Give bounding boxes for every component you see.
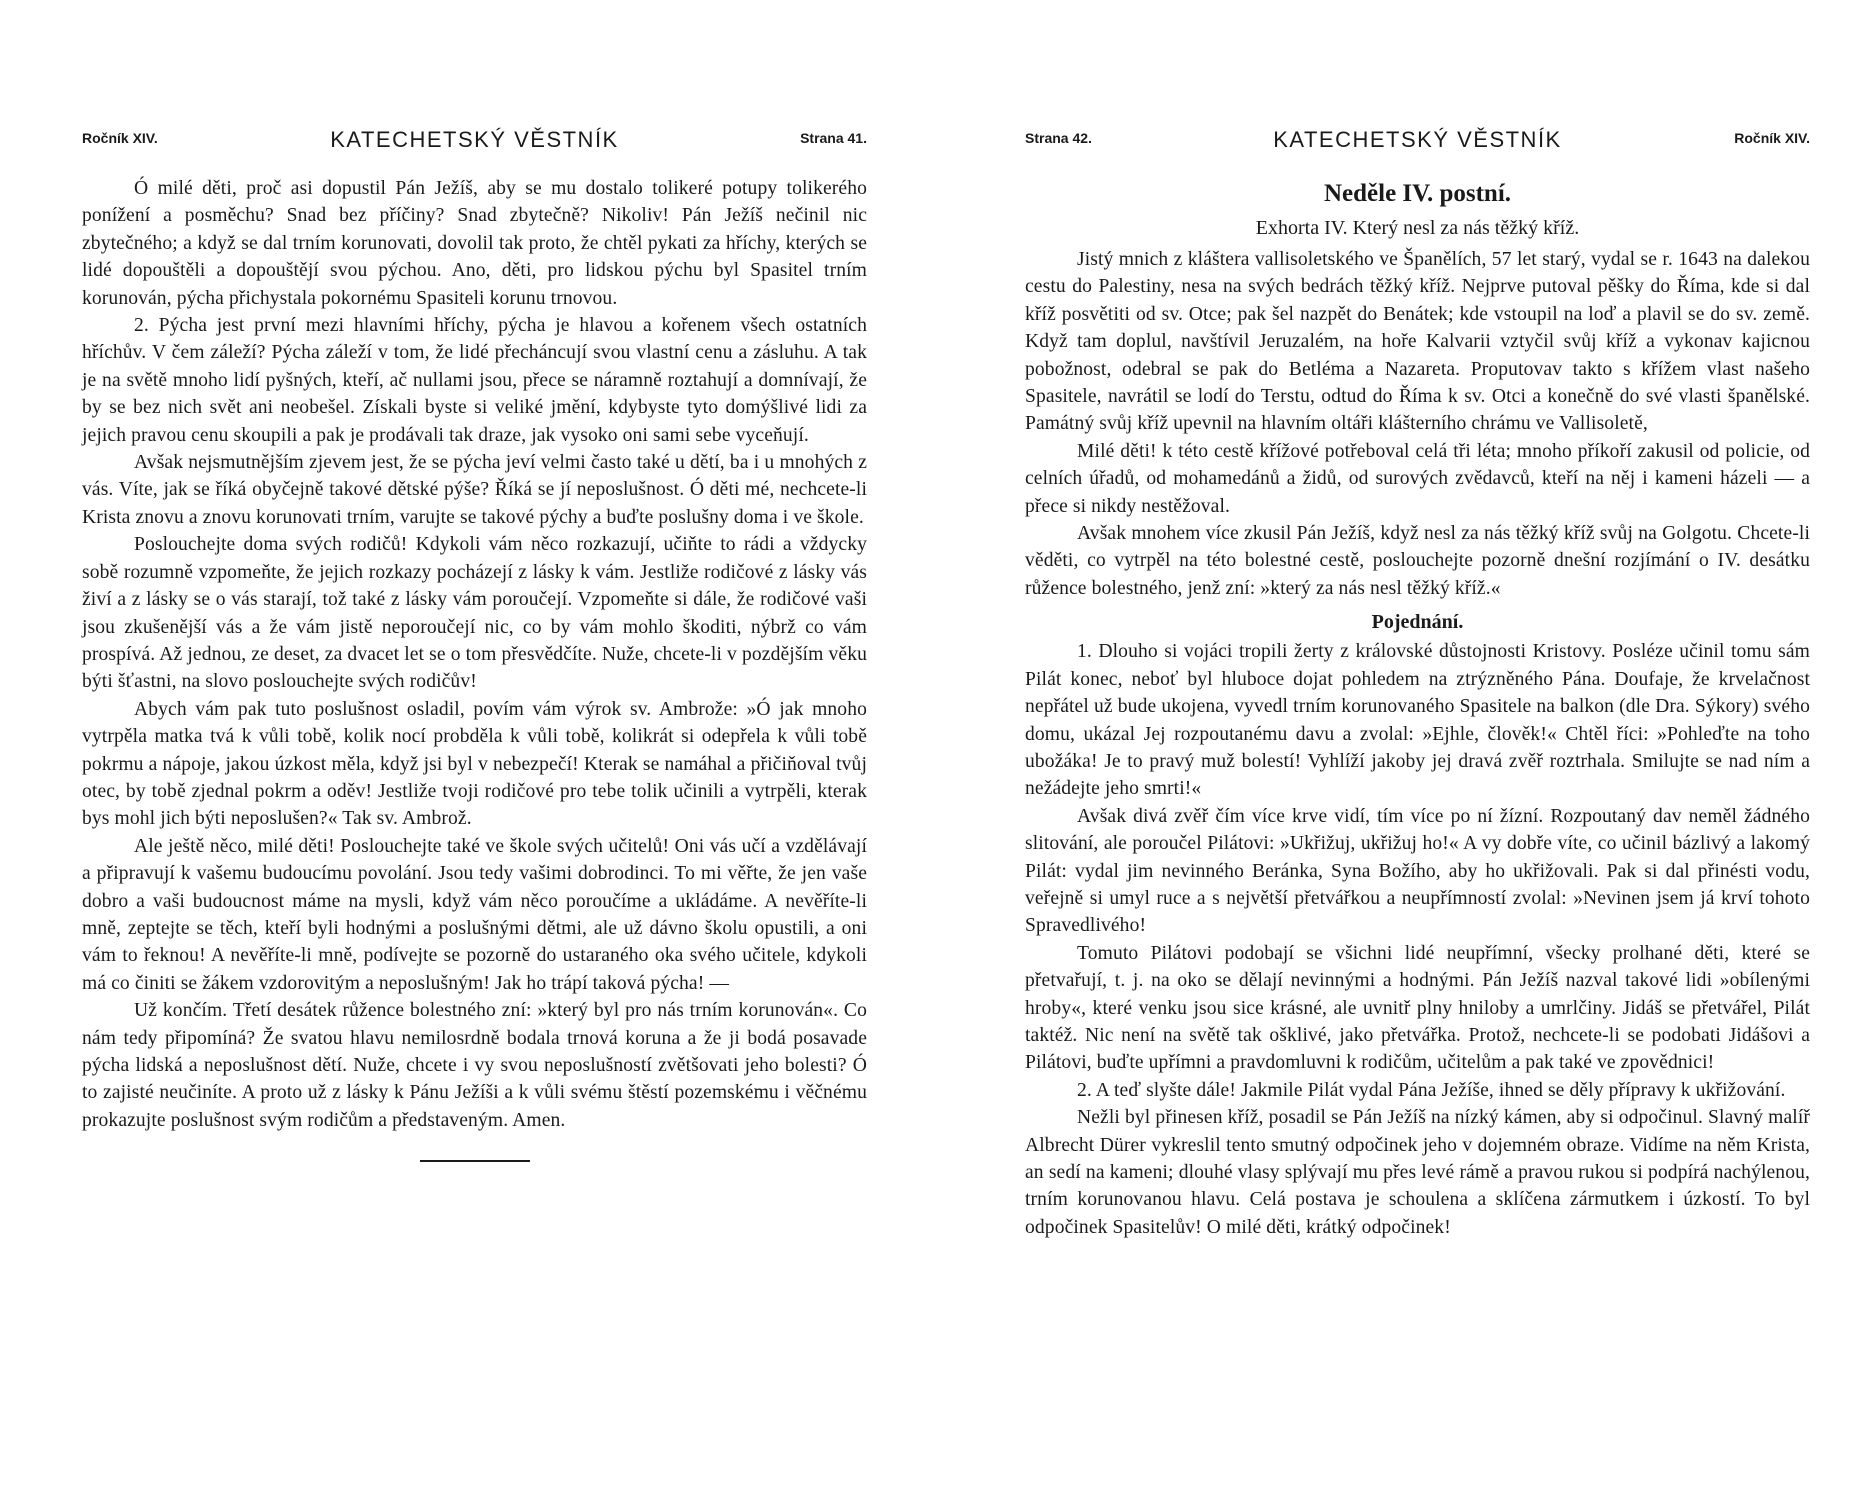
paragraph: Avšak nejsmutnějším zjevem jest, že se pýcha jeví velmi často také u dětí, ba i u mnohých z vás. Víte, jak se říká obyčejně takové dětské pýše? Říká se jí neposlušnost. Ó děti mé, nechcete-li Krista znovu a znovu korunovati trním, varujte se takové pýchy a buďte poslušny doma i ve škole. [82,452,867,528]
paragraph: Poslouchejte doma svých rodičů! Kdykoli vám něco rozkazují, učiňte to rádi a vždycky sobě rozumně vzpomeňte, že jejich rozkazy pocházejí z lásky k vám. Jestliže rodičové z lásky vás živí a z lásky se o vás starají, tož také z lásky vám poroučejí. Vzpomeňte si dále, že rodičové vaši jsou zkušenější vás a že vám jistě neporoučejí nic, co by vám mohlo škoditi, nýbrž co vám prospívá. Až jednou, ze deset, za dvacet let se o tom přesvědčíte. Nuže, chcete-li v pozdějším věku býti šťastni, na slovo poslouchejte svých rodičův! [82,534,867,693]
paragraph: Jistý mnich z kláštera vallisoletského ve Španělích, 57 let starý, vydal se r. 1643 na dalekou cestu do Palestiny, nesa na svých bedrách těžký kříž. Nejprve putoval pěšky do Říma, kde si dal kříž posvětiti od sv. Otce; pak šel nazpět do Benátek; kde vstoupil na loď a plavil se do sv. země. Když tam doplul, navštívil Jeruzalém, na hoře Kalvarii vztyčil svůj kříž a vykonav kajicnou pobožnost, odebral se pak do Betléma a Nazareta. Proputovav takto s křížem vlast našeho Spasitele, navrátil se lodí do Terstu, odtud do Říma k sv. Otci a konečně do své vlasti španělské. Památný svůj kříž upevnil na hlavním oltáři klášterního chrámu ve Vallisoletě, [1025,249,1810,435]
sermon-title: Neděle IV. postní. [1323,180,1512,207]
paragraph: Milé děti! k této cestě křížové potřeboval celá tři léta; mnoho příkoří zakusil od policie, od celních úřadů, od mohamedánů a židů, od surových zvědavců, kteří na něj i kameni házeli — a přece si nikdy nestěžoval. [1025,440,1810,517]
paragraph: Nežli byl přinesen kříž, posadil se Pán Ježíš na nízký kámen, aby si odpočinul. Slavný malíř Albrecht Dürer vykreslil tento smutný odpočinek jeho v dojemném obraze. Vidíme na něm Krista, an sedí na kameni; dlouhé vlasy splývají mu přes levé rámě a pravou rukou si podpírá nachýlenou, trním korunovanou hlavu. Celá postava je schoulena a sklíčena zármutkem i úzkostí. To byl odpočinek Spasitelův! O milé děti, krátký odpočinek! [1025,1107,1810,1238]
volume-label: Ročník XIV. [1734,130,1810,146]
paragraph: Avšak mnohem více zkusil Pán Ježíš, když nesl za nás těžký kříž svůj na Golgotu. Chcete-li věděti, co vytrpěl na této bolestné cestě, poslouchejte pozorně dnešní rozjímání o IV. desátku růžence bolestného, jenž zní: »který za nás nesl těžký kříž.« [1025,523,1810,599]
paragraph: 2. A teď slyšte dále! Jakmile Pilát vydal Pána Ježíše, ihned se děly přípravy k ukřižování. [1077,1079,1786,1101]
paragraph: Tomuto Pilátovi podobají se všichni lidé neupřímní, všecky prolhané děti, které se přetvařují, t. j. na oko se dělají nevinnými a hodnými. Pán Ježíš nazval takové lidi »obílenými hroby«, které venku jsou sice krásné, ale uvnitř plny hniloby a umrlčiny. Jidáš se přetvářel, Pilát taktéž. Nic není na světě tak ošklivé, jako přetvářka. Protož, nechcete-li se podobati Jidášovi a Pilátovi, buďte upřímni a pravdomluvni k rodičům, učitelům a pak také ve zpovědnici! [1025,942,1810,1074]
closing-rule [420,1160,530,1162]
running-header [82,127,867,157]
page-number: Strana 41. [800,130,867,146]
page-body [82,175,867,1162]
paragraph: Avšak divá zvěř čím více krve vidí, tím více po ní žízní. Rozpoutaný dav neměl žádného slitování, ale poroučel Pilátovi: »Ukřižuj, ukřižuj ho!« A vy dobře víte, co učinil bázlivý a lakomý Pilát: vydal jim nevinného Beránka, Syna Božího, aby ho ukřižovali. Pak si dal přinésti vodu, veřejně si umyl ruce a s největší přetvářkou a neupřímností zvolal: »Nevinen jsem já krví tohoto Spravedlivého! [1025,805,1810,937]
paragraph: 2. Pýcha jest první mezi hlavními hříchy, pýcha je hlavou a kořenem všech ostatních hříchův. V čem záleží? Pýcha záleží v tom, že lidé přecháncují svou vlastní cenu a zásluhu. A tak je na světě mnoho lidí pyšných, kteří, ač nullami jsou, přece se náramně roztahují a domnívají, že by se bez nich svět ani neobešel. Získali byste si veliké jmění, kdybyste tyto domýšlivé lidi za jejich pravou cenu skoupili a pak je prodávali tak draze, jak vysoko oni sami sebe vyceňují. [82,315,867,446]
journal-title: KATECHETSKÝ VĚSTNÍK [1273,127,1562,152]
page-number: Strana 42. [1025,130,1092,146]
paragraph: 1. Dlouho si vojáci tropili žerty z královské důstojnosti Kristovy. Posléze učinil tomu sám Pilát konec, neboť byl hluboce dojat pohledem na ztrýzněného Pána. Doufaje, že krvelačnost nepřátel už bude ukojena, vyvedl trním korunovaného Spasitele na balkon (dle Dra. Sýkory) svého domu, ukázal Jej rozpoutanému davu a zvolal: »Ejhle, člověk!« Chtěl říci: »Pohleďte na toho ubožáka! Je to pravý muž bolestí! Vyhlíží jakoby jej dravá zvěř roztrhala. Smilujte se nad ním a nežádejte jeho smrti!« [1025,641,1810,800]
section-heading: Pojednání. [1371,611,1464,634]
paragraph: Už končím. Třetí desátek růžence bolestného zní: »který byl pro nás trním korunován«. Co nám tedy připomíná? Že svatou hlavu nemilosrdně bodala trnová koruna a že ji bodá posavade pýcha lidská a neposlušnost dětí. Nuže, chcete i vy svou neposlušností zvětšovati jeho bolesti? Ó to zajisté neučiníte. A proto už z lásky k Pánu Ježíši a k vůli svému štěstí pozemskému i věčnému prokazujte poslušnost svým rodičům a představeným. Amen. [82,1000,867,1131]
volume-label: Ročník XIV. [82,130,158,146]
running-header [1025,127,1810,157]
journal-title: KATECHETSKÝ VĚSTNÍK [330,127,619,152]
paragraph: Ó milé děti, proč asi dopustil Pán Ježíš, aby se mu dostalo tolikeré potupy tolikerého ponížení a posměchu? Snad bez příčiny? Snad zbytečně? Nikoliv! Pán Ježíš nečinil nic zbytečného; a když se dal trním korunovati, dovolil tak proto, že chtěl pykati za hříchy, kterých se lidé dopouštěli a dopouštějí svou pýchou. Ano, děti, pro lidskou pýchu byl Spasitel trním korunován, pýcha přichystala pokornému Spasiteli korunu trnovou. [82,178,867,309]
page-body [1025,172,1810,1241]
paragraph: Ale ještě něco, milé děti! Poslouchejte také ve škole svých učitelů! Oni vás učí a vzdělávají a připravují k vašemu budoucímu povolání. Jsou tedy vašimi dobrodinci. To mi věřte, že jen vaše dobro a vaši budoucnost máme na mysli, když vám něco poroučíme a ukládáme. A nevěříte-li mně, zeptejte se těch, kteří byli hodnými a poslušnými dětmi, ale už dávno školu opustili, a oni vám to řeknou! A nevěříte-li mně, podívejte se pozorně do ustaraného oka svého učitele, kdykoli má co činiti se žákem vzdorovitým a neposlušným! Jak ho trápí taková pýcha! — [82,835,867,994]
paragraph: Abych vám pak tuto poslušnost osladil, povím vám výrok sv. Ambrože: »Ó jak mnoho vytrpěla matka tvá k vůli tobě, kolik nocí probděla k vůli tobě, kolikrát si odepřela k vůli tobě pokrmu a nápoje, jakou úzkost měla, když jsi byl v nebezpečí! Kterak se namáhal a přičiňoval tvůj otec, by tobě zjednal pokrm a oděv! Jestliže tvoji rodičové pro tebe tolik učinili a vytrpěli, kterak bys mohl jich býti neposlušen?« Tak sv. Ambrož. [82,698,867,830]
sermon-subtitle: Exhorta IV. Který nesl za nás těžký kříž. [1255,217,1580,239]
